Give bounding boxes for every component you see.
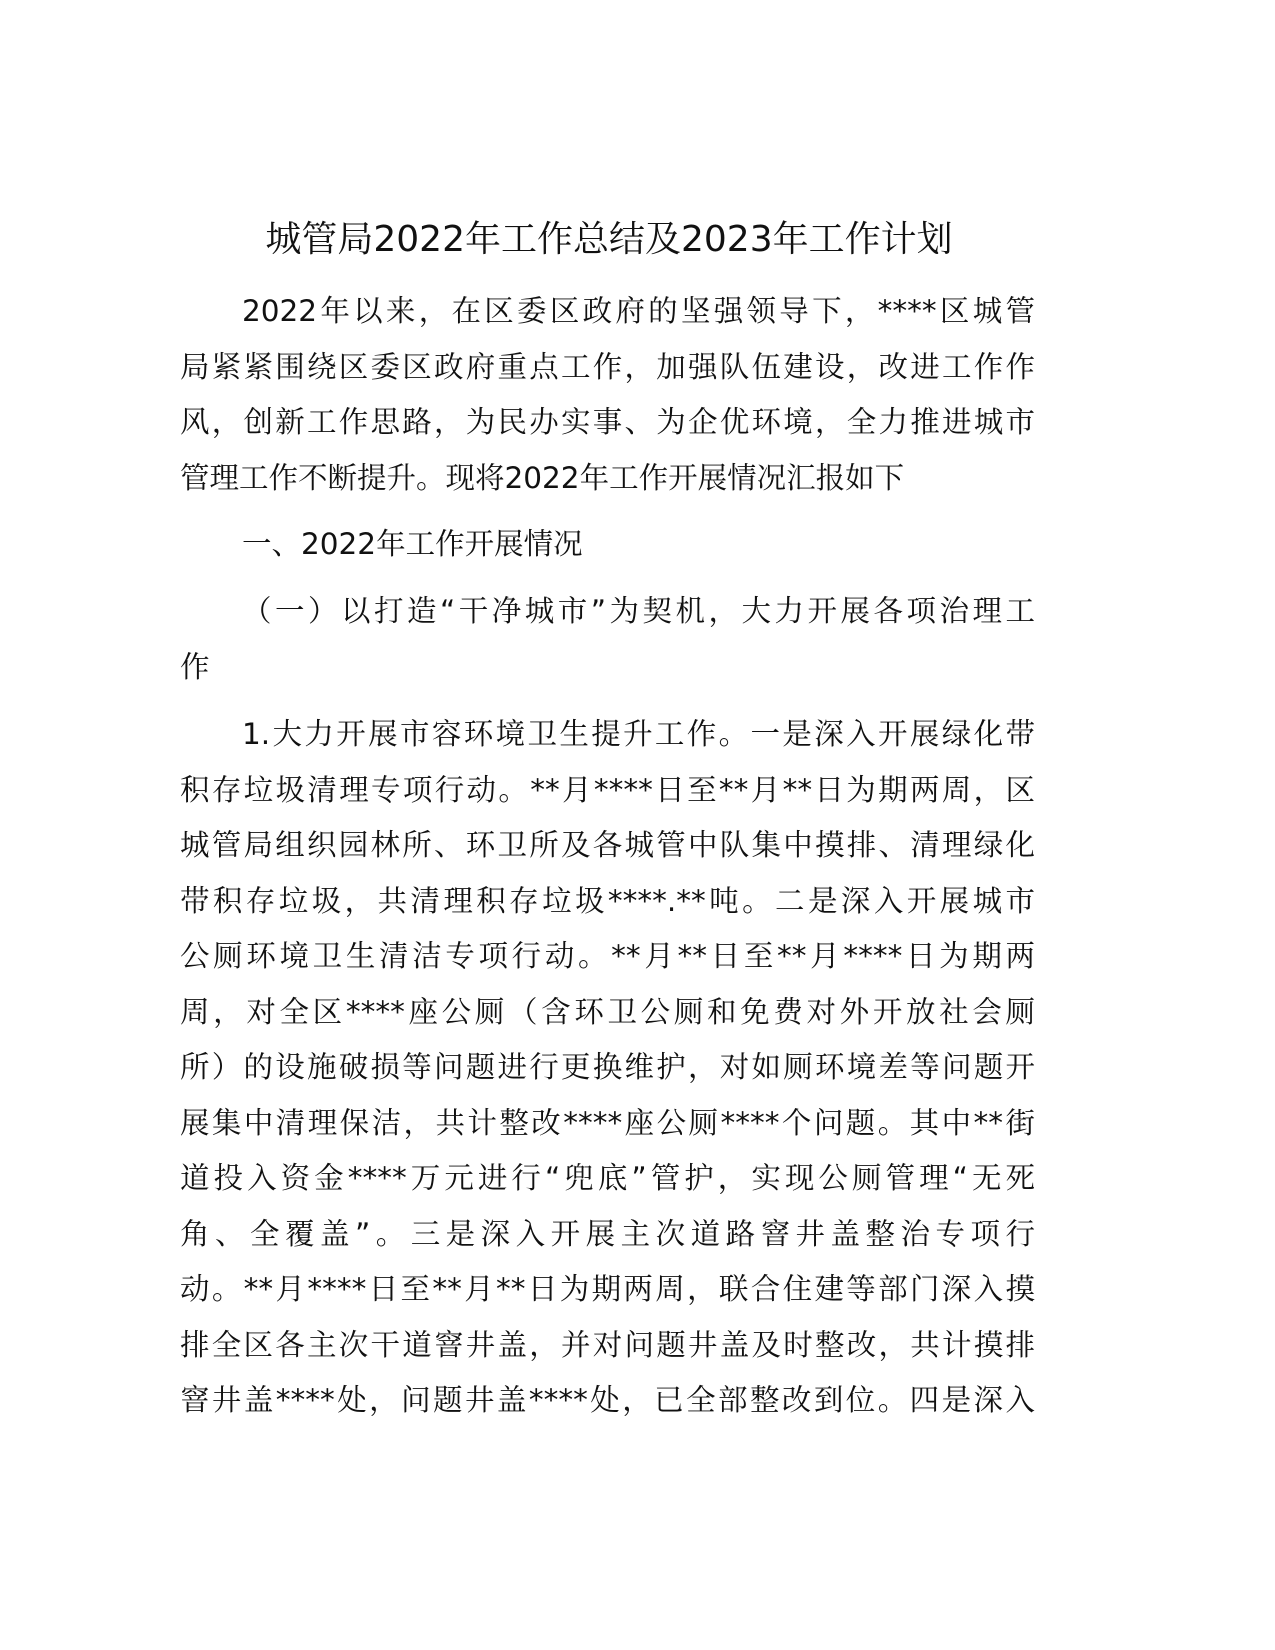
text-line: 城管局组织园林所、环卫所及各城管中队集中摸排、清理绿化 [180, 828, 1035, 862]
text-line: 积存垃圾清理专项行动。**月****日至**月**日为期两周，区 [180, 772, 1035, 807]
text-line: 带积存垃圾，共清理积存垃圾****.**吨。二是深入开展城市 [180, 883, 1035, 918]
item-1-paragraph [180, 707, 1035, 1429]
text-line: 展集中清理保洁，共计整改****座公厕****个问题。其中**街 [180, 1105, 1035, 1140]
text-line: 角、全覆盖”。三是深入开展主次道路窨井盖整治专项行 [180, 1216, 1035, 1251]
text-line: 2022年以来，在区委区政府的坚强领导下，****区城管 [242, 294, 1035, 328]
text-line: 道投入资金****万元进行“兜底”管护，实现公厕管理“无死 [180, 1161, 1035, 1195]
text-line: 窨井盖****处，问题井盖****处，已全部整改到位。四是深入 [180, 1383, 1035, 1417]
section-heading-1 [180, 517, 1035, 573]
subsection-heading-1 [180, 584, 1035, 695]
text-line: 公厕环境卫生清洁专项行动。**月**日至**月****日为期两 [180, 939, 1035, 973]
text-line: 一、2022年工作开展情况 [242, 527, 583, 561]
document-title: 城管局2022年工作总结及2023年工作计划 [265, 219, 953, 260]
text-line: 所）的设施破损等问题进行更换维护，对如厕环境差等问题开 [180, 1050, 1035, 1084]
text-line: 局紧紧围绕区委区政府重点工作，加强队伍建设，改进工作作 [180, 349, 1035, 384]
intro-paragraph [180, 284, 1035, 506]
text-line: 作 [180, 649, 210, 684]
text-line: 管理工作不断提升。现将2022年工作开展情况汇报如下 [180, 460, 905, 495]
text-line: 动。**月****日至**月**日为期两周，联合住建等部门深入摸 [180, 1272, 1035, 1306]
text-line: 排全区各主次干道窨井盖，并对问题井盖及时整改，共计摸排 [180, 1327, 1035, 1362]
text-line: 1.大力开展市容环境卫生提升工作。一是深入开展绿化带 [242, 717, 1035, 751]
text-line: （一）以打造“干净城市”为契机，大力开展各项治理工 [242, 594, 1035, 628]
text-line: 周，对全区****座公厕（含环卫公厕和免费对外开放社会厕 [180, 994, 1035, 1029]
text-line: 风，创新工作思路，为民办实事、为企优环境，全力推进城市 [180, 405, 1035, 439]
